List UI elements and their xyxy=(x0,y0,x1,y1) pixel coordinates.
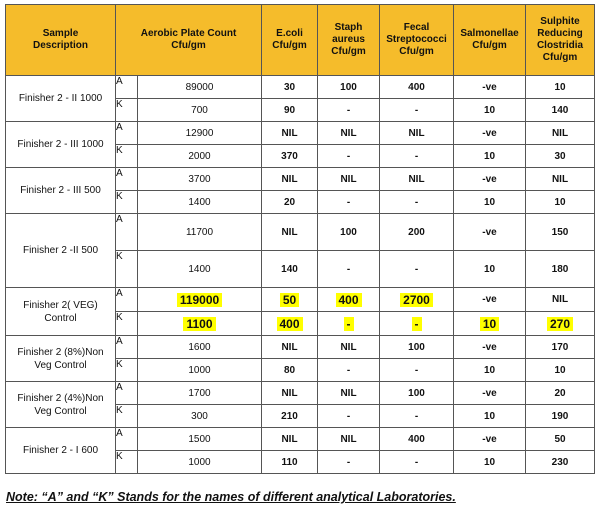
ecoli-cell: NIL xyxy=(262,336,318,359)
sample-description-cell xyxy=(6,382,116,428)
lab-results-table xyxy=(5,4,595,474)
ecoli-cell xyxy=(262,312,318,336)
header-sulphite-reducing-clostridia: Sulphite Reducing Clostridia Cfu/gm xyxy=(526,5,595,76)
staph-cell: - xyxy=(318,145,380,168)
sample-name-line: Veg Control xyxy=(34,405,87,417)
salm-cell: -ve xyxy=(454,214,526,251)
sulph-cell: 170 xyxy=(526,336,595,359)
highlighted-value: - xyxy=(344,317,354,331)
sulph-cell: 190 xyxy=(526,405,595,428)
sulph-cell: 230 xyxy=(526,451,595,474)
sulph-cell: 150 xyxy=(526,214,595,251)
sample-name-line: Finisher 2 - III 500 xyxy=(20,185,101,196)
ecoli-cell: 370 xyxy=(262,145,318,168)
sulph-cell: 50 xyxy=(526,428,595,451)
highlighted-value: 400 xyxy=(336,293,362,307)
apc-cell: 1700 xyxy=(138,382,262,405)
fecal-cell: NIL xyxy=(380,168,454,191)
sample-description-cell xyxy=(6,336,116,382)
fecal-cell: 400 xyxy=(380,428,454,451)
lab-code-cell: A xyxy=(116,288,138,312)
lab-code-cell: A xyxy=(116,336,138,359)
sample-name-line: Finisher 2 - I 600 xyxy=(22,445,99,456)
ecoli-cell: 30 xyxy=(262,76,318,99)
lab-code-cell: K xyxy=(116,359,138,382)
salm-cell: 10 xyxy=(454,405,526,428)
salm-cell: -ve xyxy=(454,122,526,145)
lab-code-cell: K xyxy=(116,405,138,428)
ecoli-cell: 80 xyxy=(262,359,318,382)
sulph-cell: 10 xyxy=(526,76,595,99)
fecal-cell: 100 xyxy=(380,336,454,359)
ecoli-cell: NIL xyxy=(262,214,318,251)
apc-cell: 1400 xyxy=(138,251,262,288)
fecal-cell: 100 xyxy=(380,382,454,405)
highlighted-value: 2700 xyxy=(400,293,433,307)
apc-cell: 3700 xyxy=(138,168,262,191)
sulph-cell: 140 xyxy=(526,99,595,122)
highlighted-value: 270 xyxy=(547,317,573,331)
header-staph-aureus: Staph aureus Cfu/gm xyxy=(318,5,380,76)
lab-code-cell: A xyxy=(116,428,138,451)
sample-name-line: Finisher 2 - II 1000 xyxy=(18,93,103,104)
lab-code-cell: A xyxy=(116,168,138,191)
fecal-cell xyxy=(380,312,454,336)
lab-code-cell: A xyxy=(116,382,138,405)
sulph-cell: NIL xyxy=(526,168,595,191)
sample-name-line: Finisher 2 (8%)Non xyxy=(17,346,104,358)
fecal-cell: NIL xyxy=(380,122,454,145)
apc-cell: 700 xyxy=(138,99,262,122)
salm-cell: 10 xyxy=(454,251,526,288)
fecal-cell: - xyxy=(380,145,454,168)
salm-cell xyxy=(454,312,526,336)
table-row xyxy=(6,76,595,99)
staph-cell: NIL xyxy=(318,336,380,359)
apc-cell: 1400 xyxy=(138,191,262,214)
sample-description-cell xyxy=(6,214,116,288)
sulph-cell: 10 xyxy=(526,359,595,382)
ecoli-cell: 140 xyxy=(262,251,318,288)
apc-cell: 2000 xyxy=(138,145,262,168)
table-row xyxy=(6,428,595,451)
highlighted-value: 10 xyxy=(480,317,499,331)
staph-cell: NIL xyxy=(318,428,380,451)
ecoli-cell: 210 xyxy=(262,405,318,428)
sample-description-cell xyxy=(6,76,116,122)
salm-cell: -ve xyxy=(454,168,526,191)
lab-code-cell: K xyxy=(116,251,138,288)
salm-cell: -ve xyxy=(454,76,526,99)
highlighted-value: - xyxy=(412,317,422,331)
fecal-cell: 200 xyxy=(380,214,454,251)
staph-cell xyxy=(318,288,380,312)
staph-cell: - xyxy=(318,99,380,122)
sample-description-cell xyxy=(6,168,116,214)
apc-cell xyxy=(138,288,262,312)
staph-cell: - xyxy=(318,359,380,382)
sample-name-line: Control xyxy=(44,312,77,324)
staph-cell: - xyxy=(318,191,380,214)
salm-cell: 10 xyxy=(454,145,526,168)
salm-cell: -ve xyxy=(454,288,526,312)
footnote: Note: “A” and “K” Stands for the names of different analytical Laboratories. xyxy=(6,490,456,504)
ecoli-cell: NIL xyxy=(262,428,318,451)
sulph-cell: 20 xyxy=(526,382,595,405)
salm-cell: 10 xyxy=(454,99,526,122)
lab-code-cell: A xyxy=(116,122,138,145)
header-ecoli: E.coli Cfu/gm xyxy=(262,5,318,76)
staph-cell: - xyxy=(318,251,380,288)
apc-cell: 89000 xyxy=(138,76,262,99)
apc-cell xyxy=(138,312,262,336)
staph-cell: 100 xyxy=(318,76,380,99)
ecoli-cell: 20 xyxy=(262,191,318,214)
table-row xyxy=(6,336,595,359)
salm-cell: 10 xyxy=(454,359,526,382)
salm-cell: 10 xyxy=(454,191,526,214)
apc-cell: 1500 xyxy=(138,428,262,451)
fecal-cell: - xyxy=(380,359,454,382)
lab-code-cell: A xyxy=(116,214,138,251)
ecoli-cell xyxy=(262,288,318,312)
fecal-cell xyxy=(380,288,454,312)
lab-code-cell: K xyxy=(116,191,138,214)
salm-cell: -ve xyxy=(454,382,526,405)
ecoli-cell: NIL xyxy=(262,168,318,191)
sulph-cell: 30 xyxy=(526,145,595,168)
header-fecal-streptococci: Fecal Streptococci Cfu/gm xyxy=(380,5,454,76)
ecoli-cell: 110 xyxy=(262,451,318,474)
fecal-cell: - xyxy=(380,251,454,288)
sample-description-cell xyxy=(6,122,116,168)
salm-cell: -ve xyxy=(454,336,526,359)
table-row xyxy=(6,122,595,145)
fecal-cell: - xyxy=(380,451,454,474)
table-row xyxy=(6,288,595,312)
lab-code-cell: K xyxy=(116,312,138,336)
lab-code-cell: K xyxy=(116,451,138,474)
fecal-cell: - xyxy=(380,191,454,214)
header-aerobic-plate-count: Aerobic Plate Count Cfu/gm xyxy=(116,5,262,76)
header-sample-description: Sample Description xyxy=(6,5,116,76)
apc-cell: 1000 xyxy=(138,359,262,382)
sample-name-line: Veg Control xyxy=(34,359,87,371)
staph-cell: NIL xyxy=(318,382,380,405)
table-row xyxy=(6,214,595,251)
apc-cell: 12900 xyxy=(138,122,262,145)
sulph-cell xyxy=(526,312,595,336)
lab-code-cell: K xyxy=(116,99,138,122)
table-row xyxy=(6,168,595,191)
fecal-cell: 400 xyxy=(380,76,454,99)
salm-cell: -ve xyxy=(454,428,526,451)
table-row xyxy=(6,382,595,405)
sample-name-line: Finisher 2( VEG) xyxy=(23,299,98,311)
staph-cell: - xyxy=(318,451,380,474)
sample-name-line: Finisher 2 - III 1000 xyxy=(17,139,104,150)
sample-name-line: Finisher 2 -II 500 xyxy=(22,245,99,256)
staph-cell: - xyxy=(318,405,380,428)
fecal-cell: - xyxy=(380,405,454,428)
sulph-cell: NIL xyxy=(526,288,595,312)
header-salmonellae: Salmonellae Cfu/gm xyxy=(454,5,526,76)
staph-cell xyxy=(318,312,380,336)
sample-name-line: Finisher 2 (4%)Non xyxy=(17,392,104,404)
salm-cell: 10 xyxy=(454,451,526,474)
fecal-cell: - xyxy=(380,99,454,122)
sulph-cell: NIL xyxy=(526,122,595,145)
sulph-cell: 180 xyxy=(526,251,595,288)
apc-cell: 300 xyxy=(138,405,262,428)
ecoli-cell: NIL xyxy=(262,122,318,145)
sample-description-cell xyxy=(6,288,116,336)
apc-cell: 1600 xyxy=(138,336,262,359)
lab-code-cell: A xyxy=(116,76,138,99)
sample-description-cell xyxy=(6,428,116,474)
sulph-cell: 10 xyxy=(526,191,595,214)
staph-cell: NIL xyxy=(318,122,380,145)
ecoli-cell: NIL xyxy=(262,382,318,405)
highlighted-value: 50 xyxy=(280,293,299,307)
lab-code-cell: K xyxy=(116,145,138,168)
highlighted-value: 119000 xyxy=(177,293,222,307)
highlighted-value: 1100 xyxy=(183,317,215,331)
staph-cell: 100 xyxy=(318,214,380,251)
apc-cell: 1000 xyxy=(138,451,262,474)
ecoli-cell: 90 xyxy=(262,99,318,122)
apc-cell: 11700 xyxy=(138,214,262,251)
staph-cell: NIL xyxy=(318,168,380,191)
highlighted-value: 400 xyxy=(277,317,303,331)
